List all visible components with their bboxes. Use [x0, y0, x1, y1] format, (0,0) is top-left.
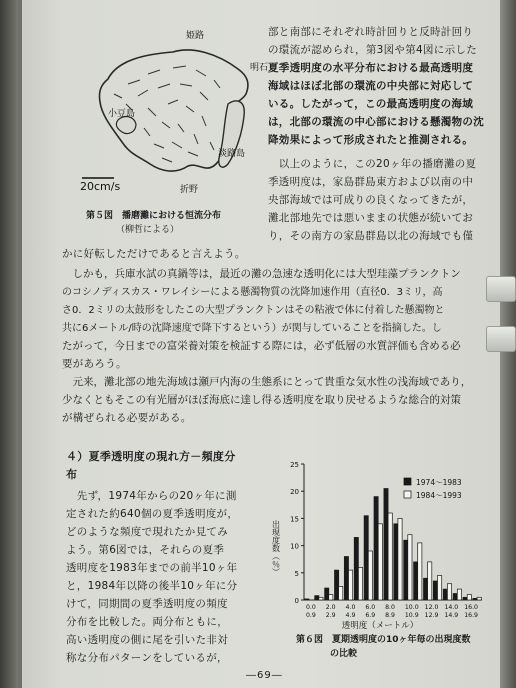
body-line-7: 要があろう。 [62, 358, 127, 370]
legend-swatch [404, 491, 411, 498]
x-tick-label: 8.9 [385, 612, 395, 619]
right-line-10: 央部海域では可成りの良くなってきたが， [268, 194, 474, 206]
right-line-9: 季透明度は，家島群島東方および以南の中 [268, 176, 474, 188]
fig5-caption: 第５図 播磨灘における恒流分布 [86, 211, 222, 221]
x-tick-label: 4.9 [345, 612, 356, 619]
x-tick-label: 8.0 [385, 604, 395, 611]
bar-early [354, 537, 358, 600]
binder-shadow [0, 0, 18, 688]
bar-late [418, 543, 422, 600]
x-tick-label: 12.9 [424, 612, 439, 619]
section-heading: ４）夏季透明度の現れ方－頻度分 [66, 450, 236, 463]
bar-late [477, 597, 481, 600]
fig6-frequency-chart [268, 452, 492, 630]
bar-late [438, 576, 442, 601]
left-line-9: 高い透明度の側に尾を引いた非対 [66, 634, 228, 646]
bar-early [414, 562, 418, 600]
body-line-4: さ0．2ミリの太鼓形をしたこの大型プランクトンはその粘液で体に付着した懸濁物と [62, 305, 445, 316]
left-line-3: どのような頻度で現れたか見てみ [66, 526, 228, 538]
x-tick-label: 6.9 [365, 612, 376, 619]
bar-late [339, 586, 343, 600]
x-tick-label: 14.0 [444, 604, 459, 611]
right-line-3: 夏季透明度の水平分布における最高透明度 [268, 62, 474, 74]
bar-early [384, 489, 388, 601]
bar-late [388, 513, 392, 600]
body-line-6: たがって，今日までの富栄養対策を検証する際には，必ず低層の水質評価も含める必 [62, 340, 461, 352]
bar-early [374, 497, 378, 600]
right-line-12: り，その南方の家島群島以北の海域でも僅 [268, 230, 474, 242]
body-line-10: が構ぜられる必要がある。 [62, 412, 192, 424]
x-tick-label: 6.0 [365, 604, 376, 611]
left-line-4: よう。第6図では，それらの夏季 [66, 544, 225, 556]
left-line-2: 定された約640個の夏季透明度が， [66, 508, 239, 520]
bar-late [408, 535, 412, 600]
section-heading-cont: 布 [66, 468, 78, 481]
x-tick-label: 12.0 [424, 604, 439, 611]
bar-late [319, 597, 323, 600]
body-line-3: のコシノディスカス・ワレイシーによる懸濁物質の沈降加速作用（直径0．3ミリ，高 [62, 287, 443, 298]
x-tick-label: 0.0 [306, 604, 316, 611]
left-line-7: けて，同期間の夏季透明度の頻度 [66, 598, 228, 610]
harima-nada-current-map [78, 24, 278, 204]
bar-early [473, 598, 477, 600]
bar-early [325, 588, 329, 600]
right-line-4: 海域はほぼ北部の環流の中央部に対応して [268, 80, 474, 92]
body-line-5: 共に6メートル/時の沈降速度で降下するという）が関与していることを指摘した。し [62, 323, 442, 334]
fig6-caption: 第６図 夏期透明度の10ヶ年毎の出現度数 [296, 635, 471, 645]
chart-bars [305, 489, 482, 601]
bar-early [344, 557, 348, 601]
left-line-6: と，1984年以降の後半10ヶ年に分 [66, 580, 238, 592]
right-line-8: 以上のように，この20ヶ年の播磨灘の夏 [268, 158, 477, 170]
bar-late [368, 551, 372, 600]
label-awaji: 淡路島 [218, 149, 246, 159]
bar-early [404, 540, 408, 600]
right-line-7: 降効果によって形成されたと推測される。 [268, 134, 474, 146]
x-tick-label: 14.9 [444, 612, 459, 619]
right-line-1: 部と南部にそれぞれ時計回りと反時計回り [268, 26, 474, 38]
y-tick-label: 5 [294, 569, 299, 578]
left-line-5: 透明度を1983年までの前半10ヶ年 [66, 562, 238, 574]
x-tick-label: 4.0 [345, 604, 356, 611]
bar-early [463, 597, 467, 600]
bar-late [467, 595, 471, 600]
bar-early [424, 578, 428, 600]
bar-late [447, 584, 451, 600]
x-tick-label: 16.0 [464, 604, 479, 611]
bar-late [358, 567, 362, 600]
body-line-8: 元来，灘北部の地先海域は瀬戸内海の生態系にとって貴重な気水性の浅海域であり， [62, 376, 472, 388]
left-line-8: 分布を比較した。両分布ともに， [66, 616, 228, 628]
body-line-1: かに好転しただけであると言えよう。 [62, 248, 246, 260]
right-line-6: は，北部の環流の中心部における懸濁物の沈 [268, 116, 484, 128]
legend-label: 1984～1993 [416, 491, 462, 500]
scale-label: 20cm/s [80, 180, 121, 193]
bar-early [433, 581, 437, 600]
bar-early [315, 596, 319, 600]
right-line-2: の環流が認められ，第3図や第4図に示した [268, 44, 477, 56]
bar-late [329, 595, 333, 600]
y-tick-label: 10 [290, 542, 299, 551]
body-line-2: しかも，兵庫水試の真鍋等は，最近の灘の急速な透明化には大型珪藻プランクトン [62, 268, 461, 280]
page-tab-bottom [486, 326, 516, 352]
bar-late [349, 570, 353, 600]
y-tick-label: 15 [290, 515, 299, 524]
fig6-caption-2: の比較 [330, 649, 358, 659]
legend-swatch [404, 478, 411, 485]
chart-legend [404, 478, 462, 500]
x-axis-label: 透明度（メートル） [341, 621, 419, 630]
y-tick-label: 20 [290, 488, 299, 497]
bar-late [457, 589, 461, 600]
bar-late [378, 524, 382, 600]
x-tick-label: 2.0 [325, 604, 336, 611]
label-akashi: 明石 [250, 63, 269, 73]
page-number: ―69― [246, 670, 283, 681]
bar-late [428, 562, 432, 600]
page-tab-top [486, 276, 516, 302]
chart-ticks [306, 604, 478, 619]
bar-early [394, 524, 398, 600]
bar-early [443, 589, 447, 600]
right-line-11: 灘北部地先では悪いままの状態が続いてお [268, 212, 474, 224]
x-tick-label: 16.9 [464, 612, 479, 619]
x-tick-label: 10.0 [404, 604, 419, 611]
left-line-1: 先ず，1974年からの20ヶ年に測 [66, 490, 237, 502]
x-tick-label: 0.9 [306, 612, 316, 619]
legend-label: 1974～1983 [416, 478, 462, 487]
x-tick-label: 2.9 [325, 612, 336, 619]
label-himeji: 姫路 [186, 31, 205, 41]
y-tick-label: 25 [290, 461, 299, 469]
y-axis-label: 出現度数（％） [271, 520, 281, 576]
label-orino: 折野 [180, 185, 199, 195]
label-shodoshima: 小豆島 [108, 109, 136, 119]
x-tick-label: 10.9 [404, 612, 419, 619]
left-line-10: 称な分布パターンをしているが， [66, 652, 228, 664]
bar-early [335, 570, 339, 600]
bar-early [364, 516, 368, 600]
fig5-subcaption: （柳哲による） [116, 225, 180, 235]
shodoshima-island [116, 117, 136, 134]
body-line-9: 少なくともそこの有光層がほぼ海底に達し得る透明度を取り戻せるような総合的対策 [62, 394, 461, 406]
bar-early [453, 594, 457, 601]
right-line-5: いる。したがって，この最高透明度の海域 [268, 98, 473, 110]
y-tick-label: 0 [294, 597, 299, 605]
bar-early [305, 599, 309, 600]
bar-late [398, 518, 402, 600]
